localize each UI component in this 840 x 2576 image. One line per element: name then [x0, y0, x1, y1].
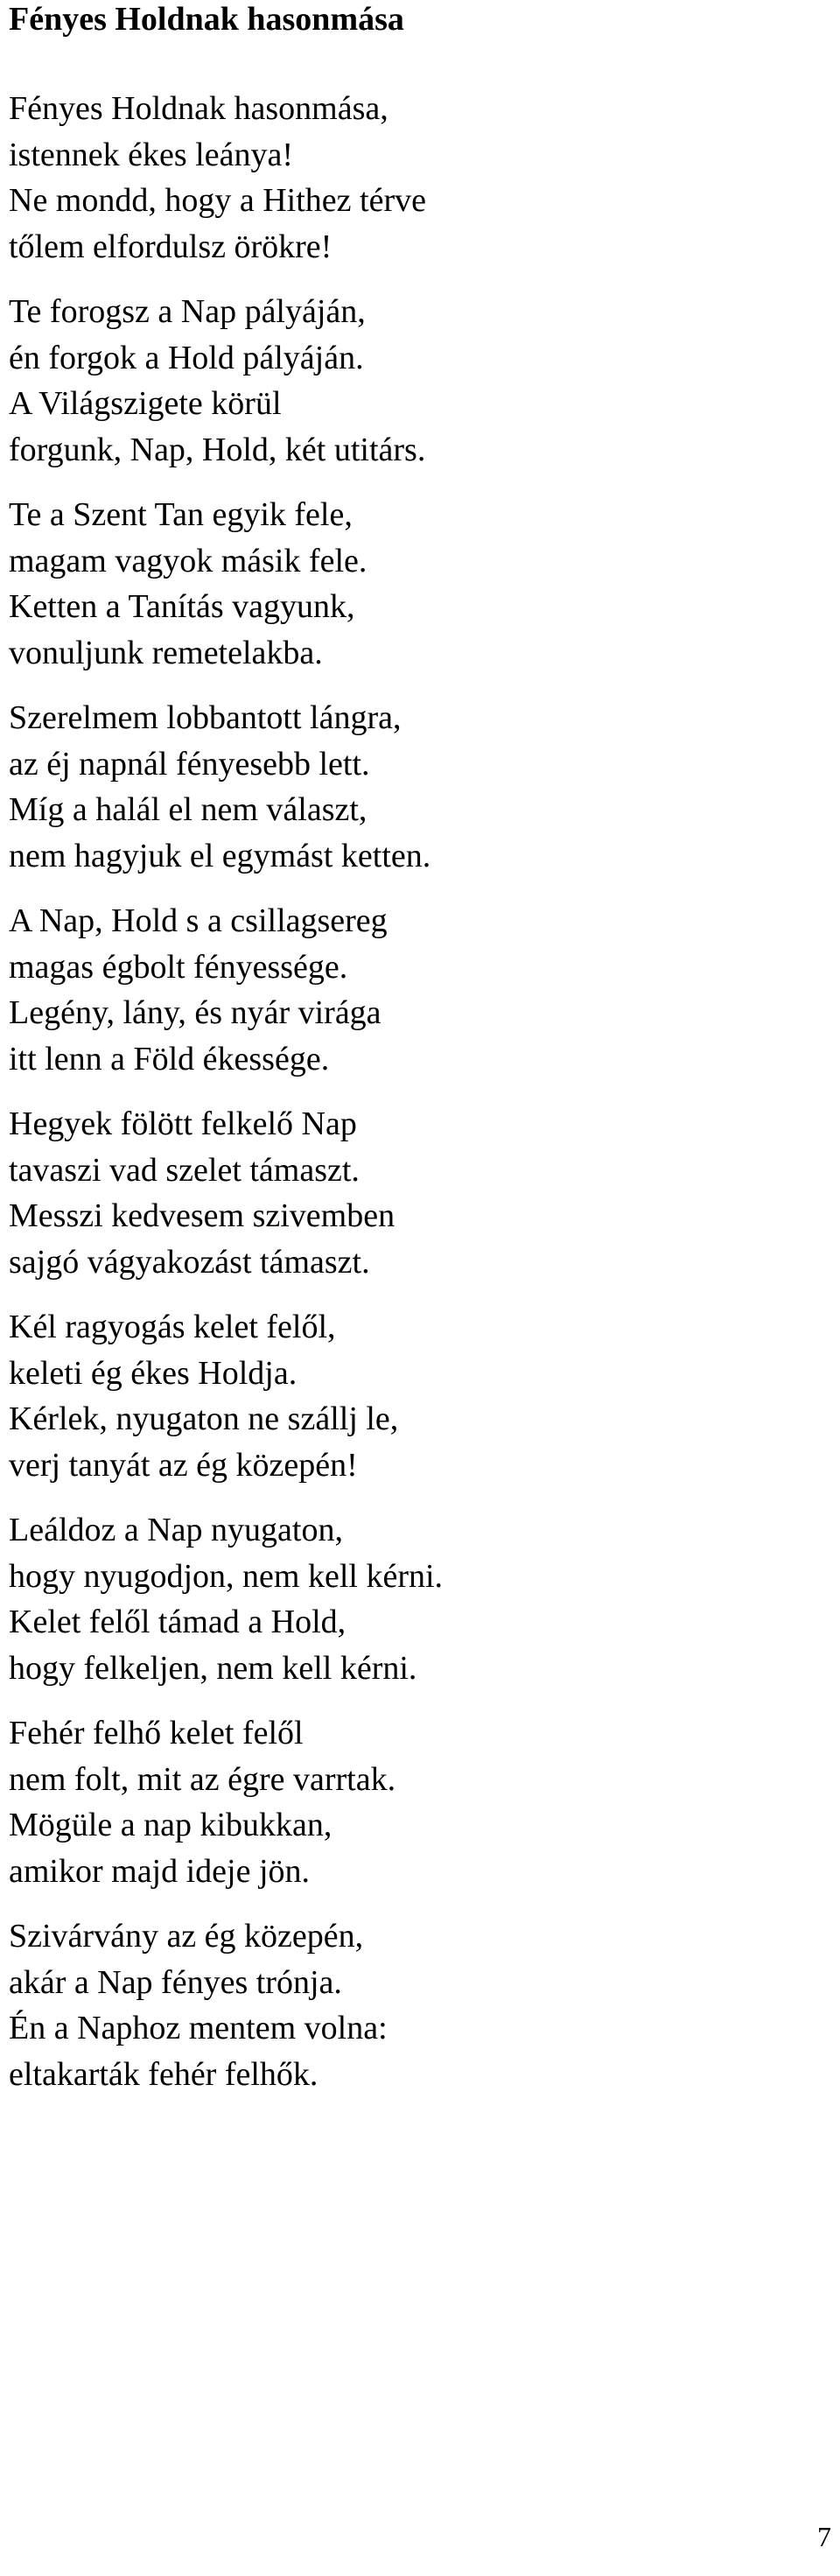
poem-line: magam vagyok másik fele.	[9, 542, 368, 579]
poem-line: Ketten a Tanítás vagyunk,	[9, 588, 355, 625]
poem-line: vonuljunk remetelakba.	[9, 634, 323, 671]
poem-line: sajgó vágyakozást támaszt.	[9, 1243, 370, 1281]
poem-line: Messzi kedvesem szivemben	[9, 1197, 396, 1234]
poem-line: nem hagyjuk el egymást ketten.	[9, 837, 431, 874]
poem-line: Te a Szent Tan egyik fele,	[9, 496, 353, 533]
poem-line: hogy nyugodjon, nem kell kérni.	[9, 1557, 444, 1595]
stanza	[9, 1101, 822, 1285]
poem-line: eltakarták fehér felhők.	[9, 2055, 318, 2093]
document-page	[9, 0, 822, 2116]
poem-line: magas égbolt fényessége.	[9, 948, 348, 986]
poem-line: Fehér felhő kelet felől	[9, 1715, 304, 1751]
stanza	[9, 1710, 822, 1894]
poem-line: tőlem elfordulsz örökre!	[9, 228, 332, 265]
poem-line: tavaszi vad szelet támaszt.	[9, 1151, 360, 1189]
poem-line: itt lenn a Föld ékessége.	[9, 1040, 330, 1077]
stanza	[9, 492, 822, 676]
stanza	[9, 695, 822, 879]
poem-line: Legény, lány, és nyár virága	[9, 994, 382, 1031]
poem-line: Én a Naphoz mentem volna:	[9, 2010, 388, 2046]
stanza	[9, 86, 822, 270]
stanza	[9, 289, 822, 473]
poem-line: akár a Nap fényes trónja.	[9, 1963, 342, 2001]
poem-line: Ne mondd, hogy a Hithez térve	[9, 182, 426, 219]
poem-title: Fényes Holdnak hasonmása	[9, 1, 404, 38]
poem-line: forgunk, Nap, Hold, két utitárs.	[9, 431, 426, 468]
poem-line: én forgok a Hold pályáján.	[9, 339, 364, 376]
poem-line: Míg a halál el nem választ,	[9, 791, 368, 828]
poem-line: amikor majd ideje jön.	[9, 1852, 311, 1890]
poem-line: Kérlek, nyugaton ne szállj le,	[9, 1400, 399, 1437]
poem-line: Hegyek fölött felkelő Nap	[9, 1106, 357, 1142]
poem-line: Szivárvány az ég közepén,	[9, 1918, 364, 1955]
stanza	[9, 1913, 822, 2097]
poem-line: A Nap, Hold s a csillagsereg	[9, 902, 388, 939]
poem-line: Mögüle a nap kibukkan,	[9, 1807, 332, 1843]
poem-line: keleti ég ékes Holdja.	[9, 1354, 298, 1392]
poem-line: Kelet felől támad a Hold,	[9, 1604, 346, 1640]
poem-body	[9, 86, 822, 2097]
stanza	[9, 1304, 822, 1488]
poem-line: Leáldoz a Nap nyugaton,	[9, 1512, 343, 1548]
poem-line: az éj napnál fényesebb lett.	[9, 745, 370, 783]
poem-line: Te forogsz a Nap pályáján,	[9, 293, 366, 330]
poem-line: istennek ékes leánya!	[9, 136, 293, 173]
poem-line: Szerelmem lobbantott lángra,	[9, 699, 402, 736]
poem-line: nem folt, mit az égre varrtak.	[9, 1760, 396, 1798]
page-number: 7	[817, 2521, 831, 2552]
poem-line: verj tanyát az ég közepén!	[9, 1446, 358, 1484]
poem-line: Fényes Holdnak hasonmása,	[9, 90, 388, 127]
poem-line: hogy felkeljen, nem kell kérni.	[9, 1649, 417, 1687]
poem-line: A Világszigete körül	[9, 385, 282, 422]
poem-line: Kél ragyogás kelet felől,	[9, 1309, 336, 1345]
stanza	[9, 898, 822, 1082]
stanza	[9, 1507, 822, 1691]
